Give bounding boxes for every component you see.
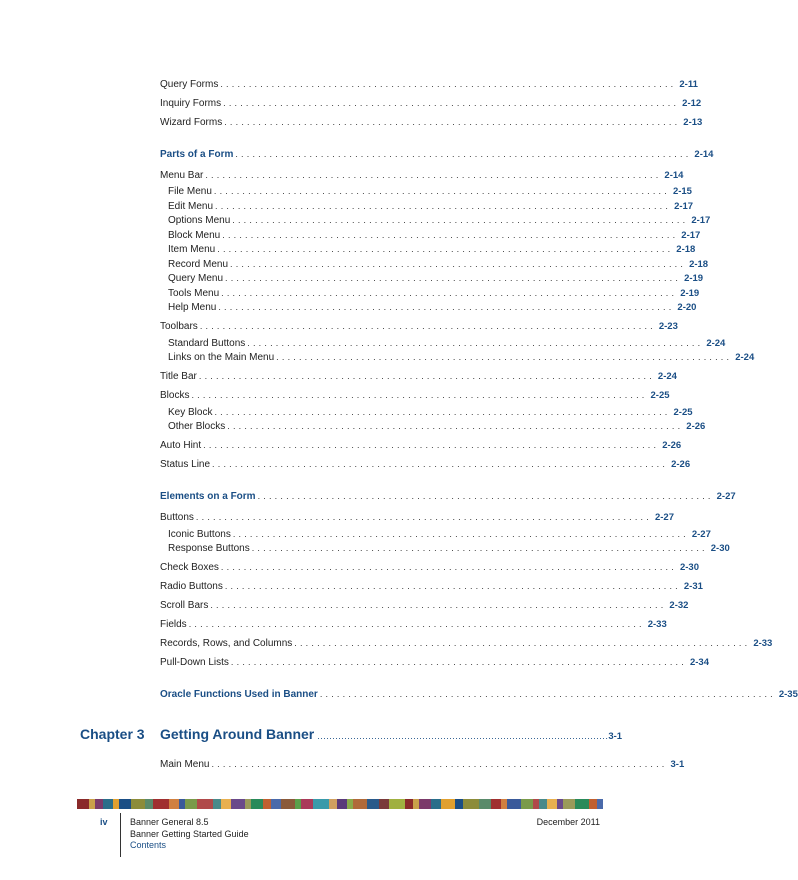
toc-entry-label: Edit Menu bbox=[168, 201, 214, 212]
toc-entry-label: Fields bbox=[160, 619, 187, 630]
toc-entry-page: 2-27 bbox=[654, 512, 674, 523]
toc-entry-page: 2-11 bbox=[679, 79, 698, 90]
toc-subentry[interactable] bbox=[168, 541, 730, 555]
stripe-segment bbox=[405, 799, 413, 809]
footer-date: December 2011 bbox=[536, 817, 600, 827]
stripe-segment bbox=[329, 799, 337, 809]
dot-leader: ................................................................................ bbox=[232, 529, 689, 539]
toc-entry-label: Key Block bbox=[168, 407, 213, 418]
stripe-segment bbox=[575, 799, 589, 809]
toc-entry-label: Toolbars bbox=[160, 321, 198, 332]
toc-entry-label: Auto Hint bbox=[160, 440, 202, 451]
toc-subentry[interactable] bbox=[168, 286, 700, 300]
toc-entry-page: 2-25 bbox=[673, 407, 693, 418]
chapter-entry[interactable] bbox=[160, 726, 623, 744]
dot-leader: ................................................................................ bbox=[220, 79, 677, 89]
dot-leader: ................................................................................ bbox=[188, 619, 645, 629]
stripe-segment bbox=[379, 799, 389, 809]
toc-subentry[interactable] bbox=[168, 228, 701, 242]
dot-leader: ................................................................................ bbox=[225, 273, 682, 283]
toc-entry-label: Title Bar bbox=[160, 371, 197, 382]
toc-entry-label: Pull-Down Lists bbox=[160, 657, 229, 668]
toc-entry-page: 2-14 bbox=[664, 170, 684, 181]
dot-leader: ................................................................................ bbox=[191, 390, 648, 400]
dot-leader: ................................................................................ bbox=[230, 259, 687, 269]
toc-entry-label: Query Forms bbox=[160, 79, 219, 90]
chapter-title: Getting Around Banner bbox=[160, 726, 315, 742]
toc-entry[interactable] bbox=[160, 617, 667, 631]
toc-entry[interactable] bbox=[160, 579, 703, 593]
dot-leader: ................................................................................ bbox=[294, 638, 751, 648]
dot-leader: ................................................................................ bbox=[247, 338, 704, 348]
dot-leader: ................................................................................ bbox=[199, 321, 656, 331]
dot-leader: ................................................................................ bbox=[210, 600, 667, 610]
toc-entry-page: 2-17 bbox=[681, 230, 701, 241]
footer-page-number: iv bbox=[100, 817, 108, 827]
dot-leader: ................................................................................ bbox=[230, 657, 687, 667]
toc-entry[interactable] bbox=[160, 388, 670, 402]
dot-leader: ................................................................................ bbox=[220, 562, 677, 572]
footer-color-stripe bbox=[77, 799, 603, 809]
toc-entry-label: Item Menu bbox=[168, 244, 216, 255]
toc-entry[interactable] bbox=[160, 510, 674, 524]
toc-entry[interactable] bbox=[160, 319, 678, 333]
toc-entry-page: 3-1 bbox=[670, 759, 685, 770]
stripe-segment bbox=[231, 799, 245, 809]
toc-entry-page: 2-24 bbox=[735, 352, 755, 363]
toc-subentry[interactable] bbox=[168, 419, 706, 433]
dot-leader: ................................................................................ bbox=[251, 543, 708, 553]
toc-entry-page: 2-30 bbox=[679, 562, 699, 573]
toc-entry-page: 2-35 bbox=[778, 689, 798, 700]
stripe-segment bbox=[353, 799, 367, 809]
dot-leader: ................................................................................ bbox=[235, 149, 692, 159]
footer-product: Banner General 8.5 bbox=[130, 817, 209, 827]
stripe-segment bbox=[441, 799, 455, 809]
dot-leader: ................................................................................ bbox=[222, 230, 679, 240]
toc-entry-label: Menu Bar bbox=[160, 170, 204, 181]
toc-entry-label: Blocks bbox=[160, 390, 190, 401]
stripe-segment bbox=[169, 799, 179, 809]
toc-subentry[interactable] bbox=[168, 271, 704, 285]
stripe-segment bbox=[507, 799, 521, 809]
stripe-segment bbox=[301, 799, 313, 809]
toc-entry-label: Records, Rows, and Columns bbox=[160, 638, 293, 649]
dot-leader: ................................................................................ bbox=[224, 117, 681, 127]
toc-subentry[interactable] bbox=[168, 336, 726, 350]
toc-entry-page: 2-34 bbox=[689, 657, 709, 668]
toc-section-entry[interactable] bbox=[160, 687, 798, 701]
toc-subentry[interactable] bbox=[168, 257, 709, 271]
stripe-segment bbox=[185, 799, 197, 809]
stripe-segment bbox=[271, 799, 281, 809]
toc-entry-page: 2-18 bbox=[676, 244, 696, 255]
toc-entry[interactable] bbox=[160, 96, 702, 110]
stripe-segment bbox=[563, 799, 575, 809]
toc-entry-label: File Menu bbox=[168, 186, 212, 197]
toc-entry-label: Buttons bbox=[160, 512, 194, 523]
toc-entry-label: Record Menu bbox=[168, 259, 229, 270]
stripe-segment bbox=[251, 799, 263, 809]
stripe-segment bbox=[95, 799, 103, 809]
stripe-segment bbox=[463, 799, 479, 809]
stripe-segment bbox=[367, 799, 379, 809]
dot-leader: ................................................................................ bbox=[257, 491, 714, 501]
dot-leader: ................................................................................ bbox=[276, 352, 733, 362]
stripe-segment bbox=[337, 799, 347, 809]
toc-entry-label: Options Menu bbox=[168, 215, 231, 226]
toc-entry-page: 2-20 bbox=[677, 302, 697, 313]
toc-entry-page: 2-30 bbox=[710, 543, 730, 554]
dot-leader: ................................................................................ bbox=[224, 581, 681, 591]
stripe-segment bbox=[491, 799, 501, 809]
stripe-segment bbox=[77, 799, 89, 809]
toc-entry-label: Help Menu bbox=[168, 302, 217, 313]
stripe-segment bbox=[431, 799, 441, 809]
toc-subentry[interactable] bbox=[168, 527, 711, 541]
toc-subentry[interactable] bbox=[168, 199, 694, 213]
toc-entry-page: 2-24 bbox=[706, 338, 726, 349]
dot-leader: ................................................................................ bbox=[212, 459, 669, 469]
dot-leader: ................................................................................ bbox=[227, 421, 684, 431]
dot-leader: ................................................................................ bbox=[223, 98, 680, 108]
stripe-segment bbox=[547, 799, 557, 809]
stripe-segment bbox=[221, 799, 231, 809]
toc-entry[interactable] bbox=[160, 560, 699, 574]
stripe-segment bbox=[589, 799, 597, 809]
toc-entry-label: Block Menu bbox=[168, 230, 221, 241]
stripe-segment bbox=[455, 799, 463, 809]
toc-subentry[interactable] bbox=[168, 300, 697, 314]
toc-entry-label: Scroll Bars bbox=[160, 600, 209, 611]
toc-entry-label: Oracle Functions Used in Banner bbox=[160, 689, 318, 700]
toc-entry-label: Inquiry Forms bbox=[160, 98, 222, 109]
stripe-segment bbox=[119, 799, 131, 809]
toc-entry-label: Standard Buttons bbox=[168, 338, 246, 349]
toc-entry-page: 2-24 bbox=[657, 371, 677, 382]
dot-leader: ................................................................................ bbox=[198, 371, 655, 381]
toc-entry-page: 2-32 bbox=[669, 600, 689, 611]
toc-entry-label: Iconic Buttons bbox=[168, 529, 231, 540]
toc-entry-label: Radio Buttons bbox=[160, 581, 223, 592]
toc-entry-page: 2-17 bbox=[691, 215, 711, 226]
footer-section: Contents bbox=[130, 840, 167, 850]
toc-entry[interactable] bbox=[160, 115, 703, 129]
dot-leader: ................................................................................ bbox=[205, 170, 662, 180]
toc-entry-page: 2-26 bbox=[671, 459, 691, 470]
toc-entry-page: 2-19 bbox=[680, 288, 700, 299]
stripe-segment bbox=[313, 799, 329, 809]
toc-entry-page: 2-25 bbox=[650, 390, 670, 401]
toc-section-entry[interactable] bbox=[160, 147, 714, 161]
toc-entry[interactable] bbox=[160, 77, 698, 91]
stripe-segment bbox=[281, 799, 295, 809]
dot-leader: ................................................................................ bbox=[211, 759, 668, 769]
toc-entry-page: 2-18 bbox=[689, 259, 709, 270]
toc-entry-label: Response Buttons bbox=[168, 543, 250, 554]
toc-section-entry[interactable] bbox=[160, 489, 736, 503]
toc-entry-page: 2-31 bbox=[683, 581, 703, 592]
toc-entry-page: 2-26 bbox=[662, 440, 682, 451]
toc-entry-label: Main Menu bbox=[160, 759, 210, 770]
toc-entry[interactable] bbox=[160, 369, 677, 383]
toc-entry-page: 2-12 bbox=[682, 98, 702, 109]
stripe-segment bbox=[539, 799, 547, 809]
toc-entry-label: Elements on a Form bbox=[160, 491, 256, 502]
toc-entry-label: Tools Menu bbox=[168, 288, 220, 299]
toc-entry-page: 2-27 bbox=[691, 529, 711, 540]
toc-entry[interactable] bbox=[160, 438, 682, 452]
dot-leader: ................................................................................ bbox=[203, 440, 660, 450]
toc-entry[interactable] bbox=[160, 636, 773, 650]
stripe-segment bbox=[479, 799, 491, 809]
toc-entry[interactable] bbox=[160, 598, 689, 612]
toc-entry-label: Check Boxes bbox=[160, 562, 219, 573]
toc-entry-page: 2-17 bbox=[674, 201, 694, 212]
toc-subentry[interactable] bbox=[168, 242, 696, 256]
dot-leader: ................................................................................ bbox=[232, 215, 689, 225]
toc-subentry[interactable] bbox=[168, 405, 693, 419]
footer-divider bbox=[120, 813, 121, 857]
chapter-page: 3-1 bbox=[608, 731, 623, 742]
toc-entry-label: Links on the Main Menu bbox=[168, 352, 275, 363]
stripe-segment bbox=[419, 799, 431, 809]
toc-entry-page: 2-33 bbox=[647, 619, 667, 630]
toc-entry-page: 2-33 bbox=[753, 638, 773, 649]
dot-leader: ................................................................................ bbox=[215, 201, 672, 211]
toc-entry-page: 2-23 bbox=[658, 321, 678, 332]
stripe-segment bbox=[153, 799, 169, 809]
stripe-segment bbox=[263, 799, 271, 809]
toc-entry-label: Wizard Forms bbox=[160, 117, 223, 128]
dot-leader: ................................................................................ bbox=[221, 288, 678, 298]
dot-leader: ................................................................................ bbox=[319, 689, 776, 699]
toc-entry-page: 2-26 bbox=[686, 421, 706, 432]
stripe-segment bbox=[197, 799, 213, 809]
stripe-segment bbox=[597, 799, 603, 809]
dot-leader: ................................................................................ bbox=[218, 302, 675, 312]
stripe-segment bbox=[131, 799, 145, 809]
stripe-segment bbox=[521, 799, 533, 809]
footer-guide: Banner Getting Started Guide bbox=[130, 829, 249, 839]
toc-entry[interactable] bbox=[160, 168, 684, 182]
toc-subentry[interactable] bbox=[168, 184, 692, 198]
toc-entry-page: 2-14 bbox=[694, 149, 714, 160]
toc-entry-label: Status Line bbox=[160, 459, 211, 470]
dot-leader: ................................................................................ bbox=[213, 186, 670, 196]
toc-entry[interactable] bbox=[160, 757, 685, 771]
toc-entry-page: 2-19 bbox=[684, 273, 704, 284]
stripe-segment bbox=[213, 799, 221, 809]
dot-leader: ................................................................................ bbox=[217, 244, 674, 254]
toc-entry-page: 2-27 bbox=[716, 491, 736, 502]
stripe-segment bbox=[103, 799, 113, 809]
toc-entry-label: Other Blocks bbox=[168, 421, 226, 432]
stripe-segment bbox=[145, 799, 153, 809]
toc-entry-label: Parts of a Form bbox=[160, 149, 234, 160]
toc-subentry[interactable] bbox=[168, 350, 755, 364]
toc-subentry[interactable] bbox=[168, 213, 711, 227]
dot-leader: ................................................................................ bbox=[195, 512, 652, 522]
dot-leader: ................................................................................ bbox=[214, 407, 671, 417]
chapter-number: Chapter 3 bbox=[80, 726, 145, 742]
dot-leader: ................................................................................................. bbox=[317, 731, 609, 741]
toc-entry[interactable] bbox=[160, 655, 709, 669]
toc-entry-page: 2-13 bbox=[683, 117, 703, 128]
toc-entry-label: Query Menu bbox=[168, 273, 224, 284]
toc-entry-page: 2-15 bbox=[672, 186, 692, 197]
stripe-segment bbox=[389, 799, 405, 809]
toc-entry[interactable] bbox=[160, 457, 691, 471]
